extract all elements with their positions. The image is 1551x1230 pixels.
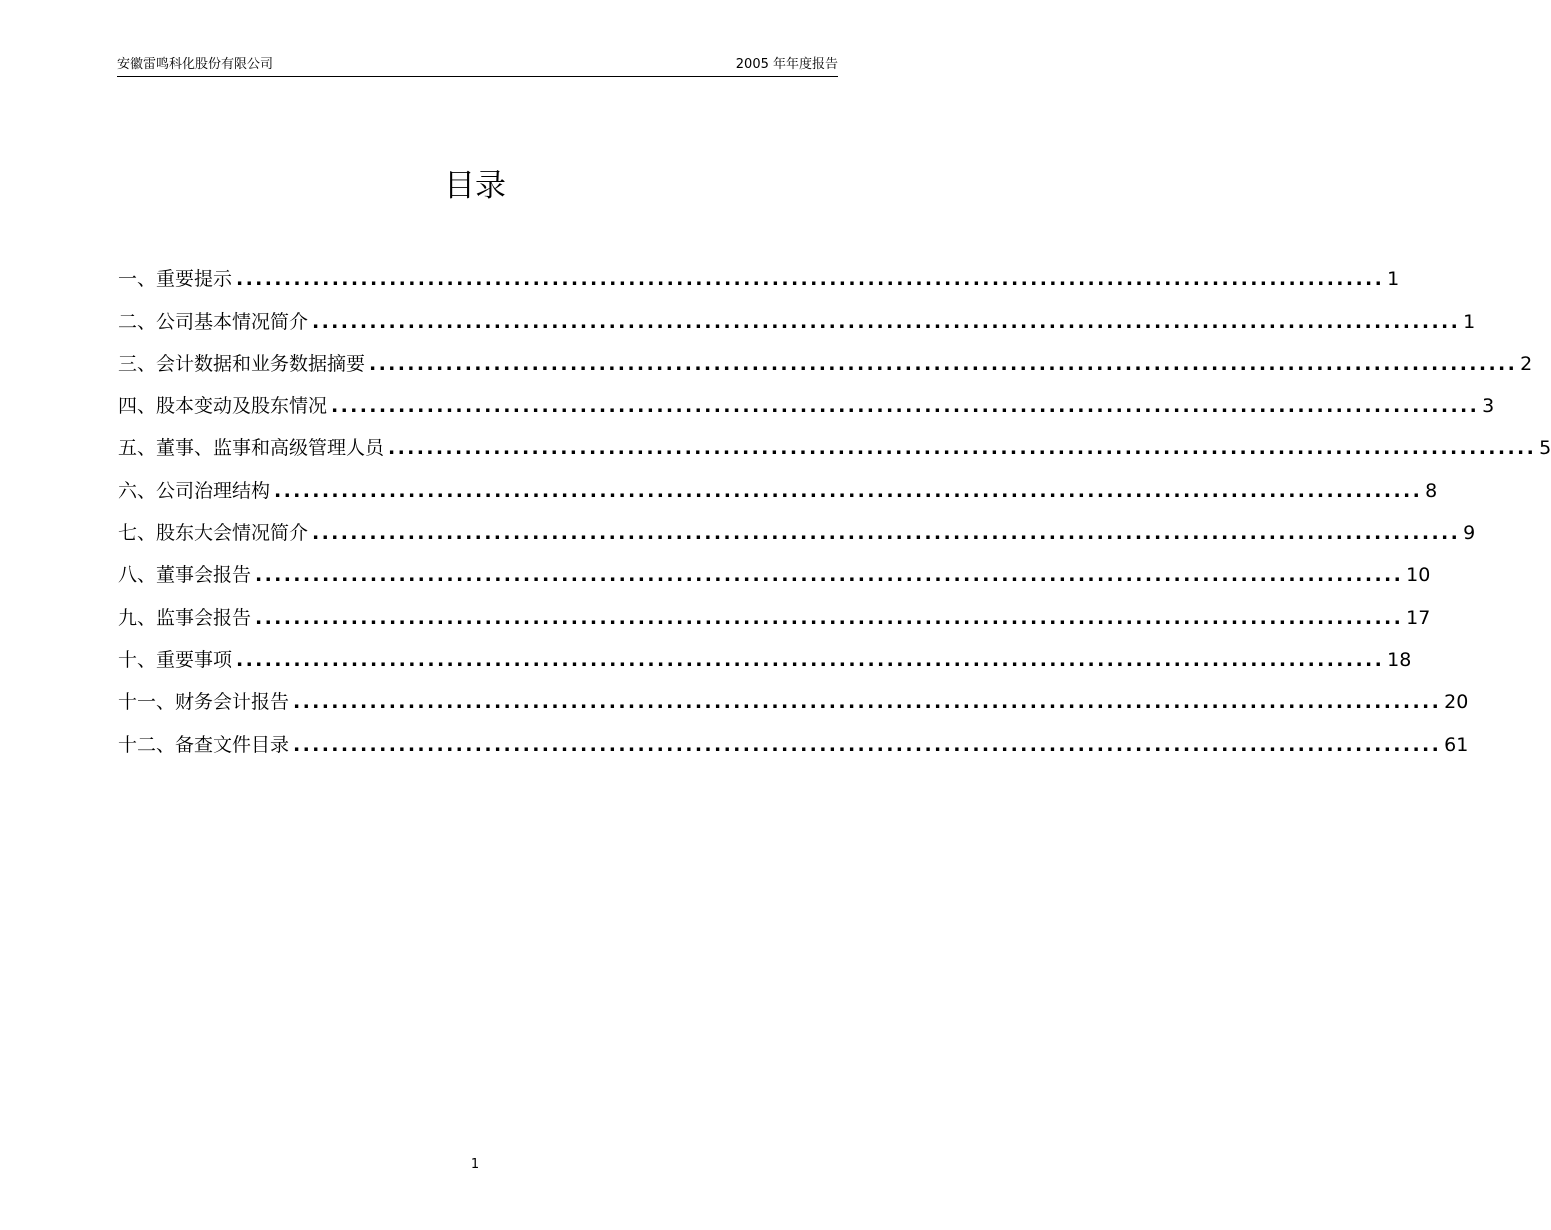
toc-entry-label: 七、股东大会情况简介 [118, 522, 309, 545]
toc-entry[interactable] [118, 631, 1412, 673]
page-header [117, 56, 838, 77]
toc-entry[interactable] [118, 335, 1533, 377]
toc-entry-page-number: 9 [1463, 522, 1476, 545]
toc-entry-label: 九、监事会报告 [118, 606, 252, 629]
table-of-contents [118, 250, 1551, 758]
toc-entry-page-number: 20 [1444, 691, 1469, 714]
toc-entry-label: 一、重要提示 [118, 268, 233, 291]
header-report-title: 2005 年年度报告 [735, 57, 838, 72]
toc-entry[interactable] [118, 588, 1431, 630]
toc-entry-page-number: 2 [1520, 352, 1533, 375]
footer-page-number: 1 [470, 1157, 480, 1172]
toc-entry[interactable] [118, 504, 1476, 546]
toc-entry-label: 二、公司基本情况简介 [118, 310, 309, 333]
toc-entry-page-number: 17 [1406, 606, 1431, 629]
toc-entry-page-number: 1 [1387, 268, 1400, 291]
toc-entry[interactable] [118, 715, 1469, 757]
toc-entry-label: 十二、备查文件目录 [118, 733, 290, 756]
toc-dot-leader: ........................................................................................................................ [312, 310, 1461, 333]
toc-entry[interactable] [118, 377, 1495, 419]
toc-entry[interactable] [118, 250, 1400, 292]
toc-entry-label: 三、会计数据和业务数据摘要 [118, 352, 366, 375]
toc-dot-leader: ........................................................................................................................ [255, 606, 1404, 629]
toc-entry-page-number: 61 [1444, 733, 1469, 756]
toc-dot-leader: ........................................................................................................................ [293, 733, 1442, 756]
toc-entry-page-number: 10 [1406, 564, 1431, 587]
toc-entry-label: 四、股本变动及股东情况 [118, 395, 328, 418]
toc-entry-label: 八、董事会报告 [118, 564, 252, 587]
toc-dot-leader: ........................................................................................................................ [274, 479, 1423, 502]
toc-dot-leader: ........................................................................................................................ [236, 648, 1385, 671]
toc-entry-label: 十、重要事项 [118, 648, 233, 671]
toc-dot-leader: ........................................................................................................................ [293, 691, 1442, 714]
toc-dot-leader: ........................................................................................................................ [331, 395, 1480, 418]
toc-entry-page-number: 5 [1539, 437, 1551, 460]
toc-entry[interactable] [118, 292, 1476, 334]
page-title: 目录 [444, 168, 506, 204]
toc-entry-page-number: 8 [1425, 479, 1438, 502]
toc-entry-page-number: 18 [1387, 648, 1412, 671]
toc-entry[interactable] [118, 546, 1431, 588]
toc-dot-leader: ........................................................................................................................ [369, 352, 1518, 375]
toc-entry-label: 五、董事、监事和高级管理人员 [118, 437, 385, 460]
toc-dot-leader: ........................................................................................................................ [255, 564, 1404, 587]
header-company-name: 安徽雷鸣科化股份有限公司 [117, 57, 274, 72]
toc-dot-leader: ........................................................................................................................ [312, 522, 1461, 545]
toc-dot-leader: ........................................................................................................................ [388, 437, 1537, 460]
toc-entry-page-number: 3 [1482, 395, 1495, 418]
toc-entry-label: 十一、财务会计报告 [118, 691, 290, 714]
toc-entry[interactable] [118, 419, 1551, 461]
toc-entry[interactable] [118, 461, 1438, 503]
toc-entry-page-number: 1 [1463, 310, 1476, 333]
toc-dot-leader: ........................................................................................................................ [236, 268, 1385, 291]
toc-entry[interactable] [118, 673, 1469, 715]
toc-entry-label: 六、公司治理结构 [118, 479, 271, 502]
